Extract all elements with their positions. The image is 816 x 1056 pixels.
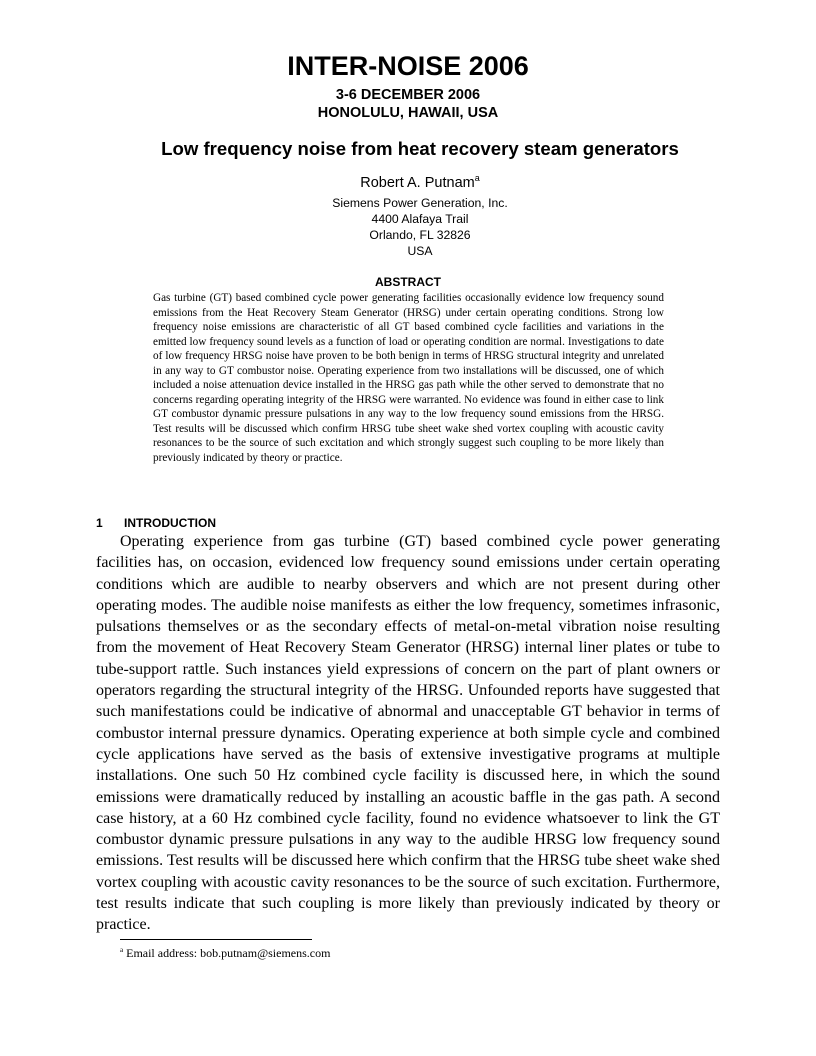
conference-title: INTER-NOISE 2006 [287, 51, 529, 81]
section-number: 1 [96, 516, 103, 530]
affiliation-company: Siemens Power Generation, Inc. [332, 196, 508, 210]
paper-title: Low frequency noise from heat recovery steam generators [161, 138, 679, 159]
abstract-text: Gas turbine (GT) based combined cycle power generating facilities occasionally evidence low frequency sound emissions from the Heat Recovery Steam Generator (HRSG) under certain operating conditions. Strong low frequency noise emissions are characteristic of all GT based combined cycle facilities and variations in the emitted low frequency sound levels as a function of load or operating condition are normal. Investigations to date of low frequency HRSG noise have proven to be both benign in terms of HRSG structural integrity and unrelated in any way to GT combustor noise. Operating experience from two installations will be discussed, one of which included a noise attenuation device installed in the HRSG gas path while the other served to demonstrate that no concerns regarding operating integrity of the HRSG were warranted. No evidence was found in either case to link GT combustor dynamic pressure pulsations in any way to the low frequency sound emissions from the HRSG. Test results will be discussed which confirm HRSG tube sheet wake shed vortex coupling with acoustic cavity resonances to be the source of such excitation and which strongly suggest such coupling to be more likely than previously indicated by theory or practice. [153, 292, 664, 464]
affiliation [0, 195, 816, 259]
footnote-divider [120, 939, 312, 940]
section-title: INTRODUCTION [124, 516, 216, 530]
affiliation-country: USA [407, 244, 433, 258]
section-heading-introduction [96, 516, 216, 531]
author [0, 174, 816, 192]
author-footnote-mark: a [474, 173, 480, 183]
conference-date: 3-6 DECEMBER 2006 [335, 87, 481, 103]
footnote-mark: a [120, 946, 124, 954]
conference-location: HONOLULU, HAWAII, USA [317, 105, 499, 121]
footnote-email: Email address: bob.putnam@siemens.com [126, 946, 331, 960]
author-name: Robert A. Putnam [360, 175, 475, 191]
affiliation-city: Orlando, FL 32826 [369, 228, 471, 242]
footnote [120, 946, 330, 960]
abstract-heading: ABSTRACT [375, 275, 441, 289]
affiliation-street: 4400 Alafaya Trail [371, 212, 469, 226]
introduction-paragraph: Operating experience from gas turbine (GT) based combined cycle power generating facilities has, on occasion, evidenced low frequency sound emissions under certain operating conditions which are audible to nearby observers and which are not present during other operating modes. The audible noise manifests as either the low frequency, sometimes infrasonic, pulsations themselves or as the secondary effects of metal-on-metal vibration noise resulting from the movement of Heat Recovery Steam Generator (HRSG) internal liner plates or tube to tube-support rattle. Such instances yield expressions of concern on the part of plant owners or operators regarding the structural integrity of the HRSG. Unfounded reports have suggested that such manifestations could be indicative of abnormal and unacceptable GT behavior in terms of combustor internal pressure dynamics. Operating experience at both simple cycle and combined cycle applications have served as the basis of extensive investigative programs at multiple installations. One such 50 Hz combined cycle facility is discussed here, in which the sound emissions were dramatically reduced by installing an acoustic baffle in the gas path. A second case history, at a 60 Hz combined cycle facility, found no evidence whatsoever to link the GT combustor dynamic pressure pulsations in any way to the audible HRSG low frequency sound emissions. Test results will be discussed here which confirm that the HRSG tube sheet wake shed vortex coupling with acoustic cavity resonances to be the source of such excitation. Furthermore, test results indicate that such coupling is more likely than previously indicated by theory or practice. [96, 533, 720, 934]
